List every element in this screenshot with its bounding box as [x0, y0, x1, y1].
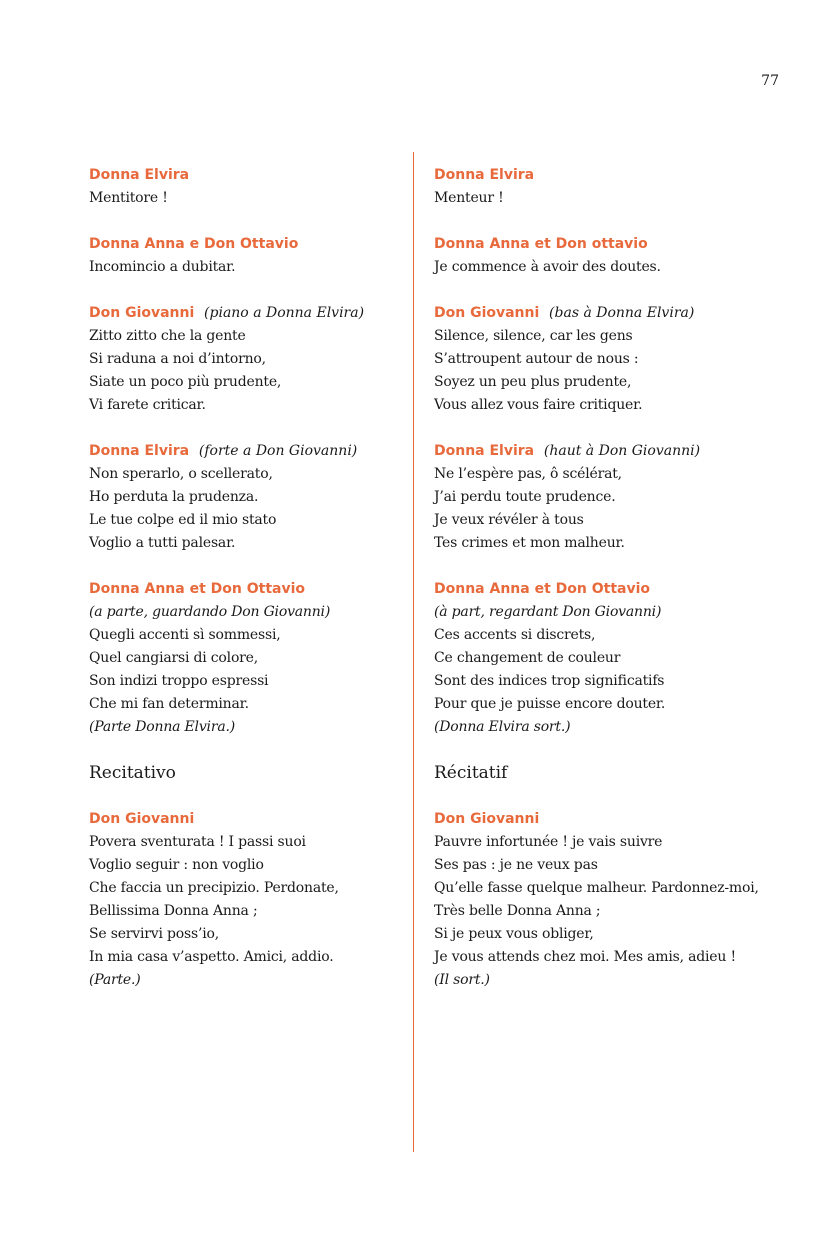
- verse-line: Je commence à avoir des doutes.: [434, 259, 661, 275]
- verse-line: S’attroupent autour de nous :: [434, 351, 639, 367]
- verse-line: Très belle Donna Anna ;: [434, 903, 601, 919]
- verse-line: Le tue colpe ed il mio stato: [89, 512, 277, 528]
- stage-direction-line: (Parte.): [89, 972, 141, 988]
- speech-block: [434, 233, 764, 279]
- stage-direction-line: (Donna Elvira sort.): [434, 719, 571, 735]
- speech-block: [434, 808, 764, 992]
- speaker-name: [89, 578, 399, 601]
- verse-line: Zitto zitto che la gente: [89, 328, 246, 344]
- verse-line: Si je peux vous obliger,: [434, 926, 594, 942]
- italian-column: [89, 164, 399, 1015]
- speech-block: [434, 164, 764, 210]
- speech-block: [89, 440, 399, 555]
- verse-line: Ho perduta la prudenza.: [89, 489, 259, 505]
- stage-direction-line: (Parte Donna Elvira.): [89, 719, 235, 735]
- verse-line: Non sperarlo, o scellerato,: [89, 466, 273, 482]
- verse-line: Pour que je puisse encore douter.: [434, 696, 666, 712]
- french-column: [434, 164, 764, 1015]
- verse-line: Vi farete criticar.: [89, 397, 206, 413]
- speech-block: [434, 440, 764, 555]
- speaker-name: [434, 808, 764, 831]
- speaker-label: Donna Elvira: [89, 167, 190, 183]
- speaker-name: [434, 302, 764, 325]
- verse-line: Incomincio a dubitar.: [89, 259, 236, 275]
- verse-line: Je vous attends chez moi. Mes amis, adieu !: [434, 949, 736, 965]
- verse-line: Ne l’espère pas, ô scélérat,: [434, 466, 622, 482]
- speaker-label: Don Giovanni: [434, 305, 540, 321]
- verse-line: Che mi fan determinar.: [89, 696, 249, 712]
- verse-line: Che faccia un precipizio. Perdonate,: [89, 880, 339, 896]
- speech-block: [89, 302, 399, 417]
- verse-line: Quel cangiarsi di colore,: [89, 650, 258, 666]
- verse-line: Si raduna a noi d’intorno,: [89, 351, 266, 367]
- verse-line: Povera sventurata ! I passi suoi: [89, 834, 306, 850]
- stage-direction: (forte a Don Giovanni): [198, 443, 358, 459]
- verse-line: Mentitore !: [89, 190, 168, 206]
- speaker-label: Donna Anna et Don Ottavio: [89, 581, 306, 597]
- speaker-name: [434, 440, 764, 463]
- speech-block: [89, 164, 399, 210]
- speaker-name: [89, 164, 399, 187]
- verse-line: Tes crimes et mon malheur.: [434, 535, 625, 551]
- verse-line: Ses pas : je ne veux pas: [434, 857, 598, 873]
- verse-line: In mia casa v’aspetto. Amici, addio.: [89, 949, 334, 965]
- verse-line: Silence, silence, car les gens: [434, 328, 633, 344]
- page-number: 77: [761, 73, 779, 89]
- speech-block: [89, 233, 399, 279]
- speaker-label: Donna Elvira: [434, 443, 535, 459]
- verse-line: Menteur !: [434, 190, 504, 206]
- speech-block: [89, 578, 399, 739]
- speaker-name: [434, 578, 764, 601]
- speaker-label: Donna Anna et Don Ottavio: [434, 581, 651, 597]
- speech-block: [434, 578, 764, 739]
- stage-direction-line: (à part, regardant Don Giovanni): [434, 604, 662, 620]
- verse-line: Voglio seguir : non voglio: [89, 857, 264, 873]
- stage-direction-line: (a parte, guardando Don Giovanni): [89, 604, 331, 620]
- speaker-name: [89, 440, 399, 463]
- speaker-name: [434, 164, 764, 187]
- verse-line: Son indizi troppo espressi: [89, 673, 269, 689]
- speaker-label: Donna Elvira: [89, 443, 190, 459]
- section-title: Récitatif: [434, 763, 508, 783]
- stage-direction-line: (Il sort.): [434, 972, 490, 988]
- speaker-label: Don Giovanni: [434, 811, 540, 827]
- column-divider: [413, 152, 414, 1152]
- speech-block: [434, 302, 764, 417]
- stage-direction: (piano a Donna Elvira): [204, 305, 365, 321]
- verse-line: Quegli accenti sì sommessi,: [89, 627, 281, 643]
- speaker-label: Donna Anna et Don ottavio: [434, 236, 648, 252]
- verse-line: Bellissima Donna Anna ;: [89, 903, 258, 919]
- verse-line: Siate un poco più prudente,: [89, 374, 282, 390]
- speaker-name: [434, 233, 764, 256]
- verse-line: Sont des indices trop significatifs: [434, 673, 665, 689]
- section-title: Recitativo: [89, 763, 176, 783]
- speaker-name: [89, 233, 399, 256]
- stage-direction: (bas à Donna Elvira): [549, 305, 695, 321]
- speaker-label: Don Giovanni: [89, 305, 195, 321]
- verse-line: Ces accents si discrets,: [434, 627, 596, 643]
- verse-line: Qu’elle fasse quelque malheur. Pardonnez-moi,: [434, 880, 759, 896]
- verse-line: Ce changement de couleur: [434, 650, 621, 666]
- speaker-name: [89, 302, 399, 325]
- verse-line: Voglio a tutti palesar.: [89, 535, 236, 551]
- speech-block: [89, 808, 399, 992]
- speaker-name: [89, 808, 399, 831]
- verse-line: Je veux révéler à tous: [434, 512, 584, 528]
- verse-line: J’ai perdu toute prudence.: [434, 489, 616, 505]
- speaker-label: Don Giovanni: [89, 811, 195, 827]
- verse-line: Vous allez vous faire critiquer.: [434, 397, 643, 413]
- verse-line: Pauvre infortunée ! je vais suivre: [434, 834, 663, 850]
- verse-line: Soyez un peu plus prudente,: [434, 374, 632, 390]
- verse-line: Se servirvi poss’io,: [89, 926, 219, 942]
- speaker-label: Donna Elvira: [434, 167, 535, 183]
- speaker-label: Donna Anna e Don Ottavio: [89, 236, 299, 252]
- stage-direction: (haut à Don Giovanni): [543, 443, 701, 459]
